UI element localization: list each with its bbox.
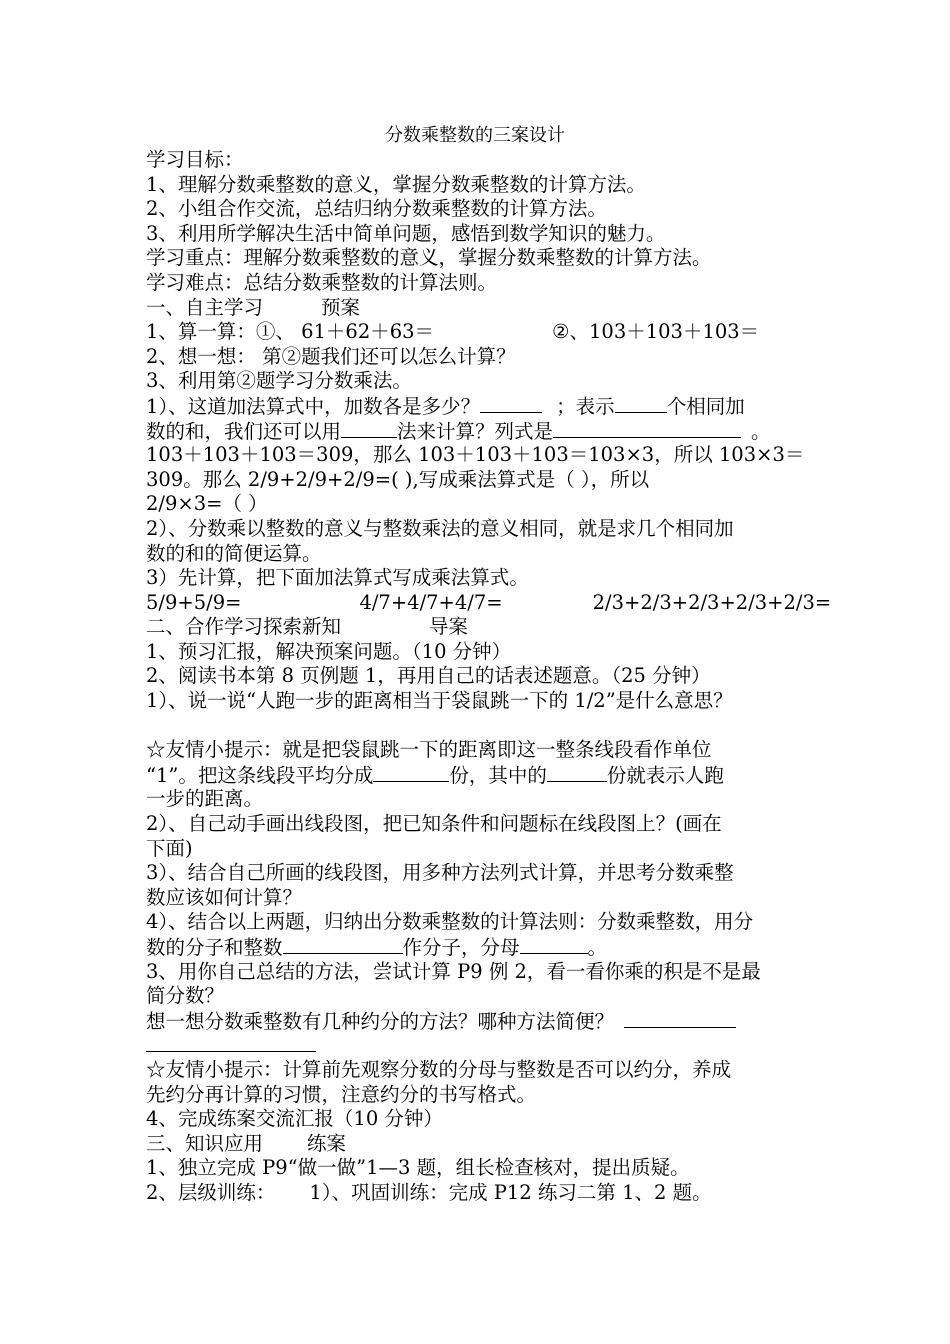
difficulty-point: 学习难点：总结分数乘整数的计算法则。 xyxy=(146,270,498,294)
answer-blank[interactable] xyxy=(480,394,542,413)
section3-q1: 1、独立完成 P9“做一做”1—3 题，组长检查核对，提出质疑。 xyxy=(146,1156,690,1180)
section3-heading-line xyxy=(146,1132,826,1157)
section2-q4: 4、完成练案交流汇报（10 分钟） xyxy=(146,1107,443,1131)
tip2-line1: ☆友情小提示：计算前先观察分数的分母与整数是否可以约分，养成 xyxy=(146,1057,732,1081)
section1-p1-line4: 309。那么 2/9+2/9+2/9=( ),写成乘法算式是（ ），所以 xyxy=(146,467,650,491)
section2-q3-line1: 3、用你自己总结的方法，尝试计算 P9 例 2，看一看你乘的积是不是最 xyxy=(146,959,761,983)
objective-item: 1、理解分数乘整数的意义，掌握分数乘整数的计算方法。 xyxy=(146,172,646,196)
section2-s2-line1: 2）、自己动手画出线段图，把已知条件和问题标在线段图上？(画在 xyxy=(146,812,722,836)
objectives-heading: 学习目标： xyxy=(146,148,244,171)
tip1-text: 份就表示人跑 xyxy=(606,763,724,787)
document-body xyxy=(146,148,832,1206)
section1-p2-line2: 数的和的简便运算。 xyxy=(146,541,322,565)
section1-heading: 一、自主学习 xyxy=(146,295,264,319)
section1-heading-line xyxy=(146,296,826,321)
section1-q3: 3、利用第②题学习分数乘法。 xyxy=(146,369,412,393)
tip1-line2 xyxy=(146,763,826,788)
objective-item: 3、利用所学解决生活中简单问题，感悟到数学知识的魅力。 xyxy=(146,221,666,245)
section1-p1-line2 xyxy=(146,419,826,444)
p1-text: 法来计算？列式是 xyxy=(397,419,554,443)
section3-q2 xyxy=(146,1181,826,1206)
section1-p1-line1 xyxy=(146,394,826,419)
q2-label: 2、层级训练： xyxy=(146,1180,276,1204)
answer-blank[interactable] xyxy=(146,1033,316,1052)
tip1-text: “1”。把这条线段平均分成 xyxy=(146,763,374,787)
section1-p3: 3）先计算，把下面加法算式写成乘法算式。 xyxy=(146,566,529,590)
q1-part-a: 1、算一算：①、 61＋62＋63＝ xyxy=(146,320,435,344)
section1-p1-line3: 103＋103＋103＝309，那么 103＋103＋103＝103×3，所以 103×3＝ xyxy=(146,443,805,467)
answer-blank[interactable] xyxy=(624,1009,736,1028)
section2-tag: 导案 xyxy=(429,615,469,639)
answer-blank[interactable] xyxy=(283,935,403,954)
key-point: 学习重点：理解分数乘整数的意义，掌握分数乘整数的计算方法。 xyxy=(146,246,712,270)
q1-part-b: ②、103＋103＋103＝ xyxy=(552,320,760,344)
section2-s4-line2 xyxy=(146,935,826,960)
s4-text: 作分子，分母 xyxy=(402,936,520,959)
section2-q1: 1、预习汇报，解决预案问题。（10 分钟） xyxy=(146,639,512,663)
section2-think xyxy=(146,1009,826,1034)
section2-q3-line2: 简分数？ xyxy=(146,984,225,1008)
exercise-item: 5/9+5/9= xyxy=(146,590,242,614)
section2-s3-line1: 3）、结合自己所画的线段图，用多种方法列式计算，并思考分数乘整 xyxy=(146,861,734,885)
exercise-item: 2/3+2/3+2/3+2/3+2/3= xyxy=(592,590,832,614)
section3-tag: 练案 xyxy=(307,1131,347,1155)
p1-text: 数的和，我们还可以用 xyxy=(146,419,342,443)
p1-text: 个相同加 xyxy=(666,394,745,418)
objective-item: 2、小组合作交流，总结归纳分数乘整数的计算方法。 xyxy=(146,197,607,221)
section2-s3-line2: 数应该如何计算？ xyxy=(146,885,303,909)
section1-tag: 预案 xyxy=(321,295,361,319)
think-text: 想一想分数乘整数有几种约分的方法？哪种方法简便？ xyxy=(146,1009,615,1033)
document-title: 分数乘整数的三案设计 xyxy=(385,125,565,146)
tip1-text: 份，其中的 xyxy=(449,763,547,787)
section1-p2-line1: 2）、分数乘以整数的意义与整数乘法的意义相同，就是求几个相同加 xyxy=(146,516,734,540)
tip1-line1: ☆友情小提示：就是把袋鼠跳一下的距离即这一整条线段看作单位 xyxy=(146,738,712,762)
section2-s2-line2: 下面) xyxy=(146,836,193,860)
section2-heading-line xyxy=(146,615,826,640)
section2-heading: 二、合作学习探索新知 xyxy=(146,615,342,639)
section2-q2: 2、阅读书本第 8 页例题 1，再用自己的话表述题意。（25 分钟） xyxy=(146,664,711,688)
s4-text: 数的分子和整数 xyxy=(146,936,283,959)
section1-q2: 2、想一想： 第②题我们还可以怎么计算？ xyxy=(146,344,516,368)
section2-s4-line1: 4）、结合以上两题，归纳出分数乘整数的计算法则：分数乘整数，用分 xyxy=(146,910,754,934)
section1-q1 xyxy=(146,320,826,345)
answer-blank[interactable] xyxy=(615,394,667,413)
tip1-line3: 一步的距离。 xyxy=(146,787,264,811)
q2-text: 1）、巩固训练：完成 P12 练习二第 1、2 题。 xyxy=(309,1180,712,1204)
p1-text: 1）、这道加法算式中，加数各是多少？ xyxy=(146,394,481,418)
blank-line xyxy=(146,714,826,739)
answer-blank[interactable] xyxy=(341,419,397,438)
p1-text: ；表示 xyxy=(556,394,615,418)
s4-text: 。 xyxy=(587,936,608,959)
exercise-row xyxy=(146,590,832,616)
section2-s1: 1）、说一说“人跑一步的距离相当于袋鼠跳一下的 1/2”是什么意思？ xyxy=(146,689,733,713)
answer-blank[interactable] xyxy=(547,763,607,782)
section1-p1-line5: 2/9×3=（ ） xyxy=(146,492,268,516)
exercise-item: 4/7+4/7+4/7= xyxy=(359,590,503,614)
p1-text: 。 xyxy=(751,419,771,443)
answer-blank[interactable] xyxy=(553,419,741,438)
answer-blank[interactable] xyxy=(373,763,449,782)
answer-line xyxy=(146,1033,826,1058)
section3-heading: 三、知识应用 xyxy=(146,1131,264,1155)
tip2-line2: 先约分再计算的习惯，注意约分的书写格式。 xyxy=(146,1082,537,1106)
answer-blank[interactable] xyxy=(520,935,588,954)
